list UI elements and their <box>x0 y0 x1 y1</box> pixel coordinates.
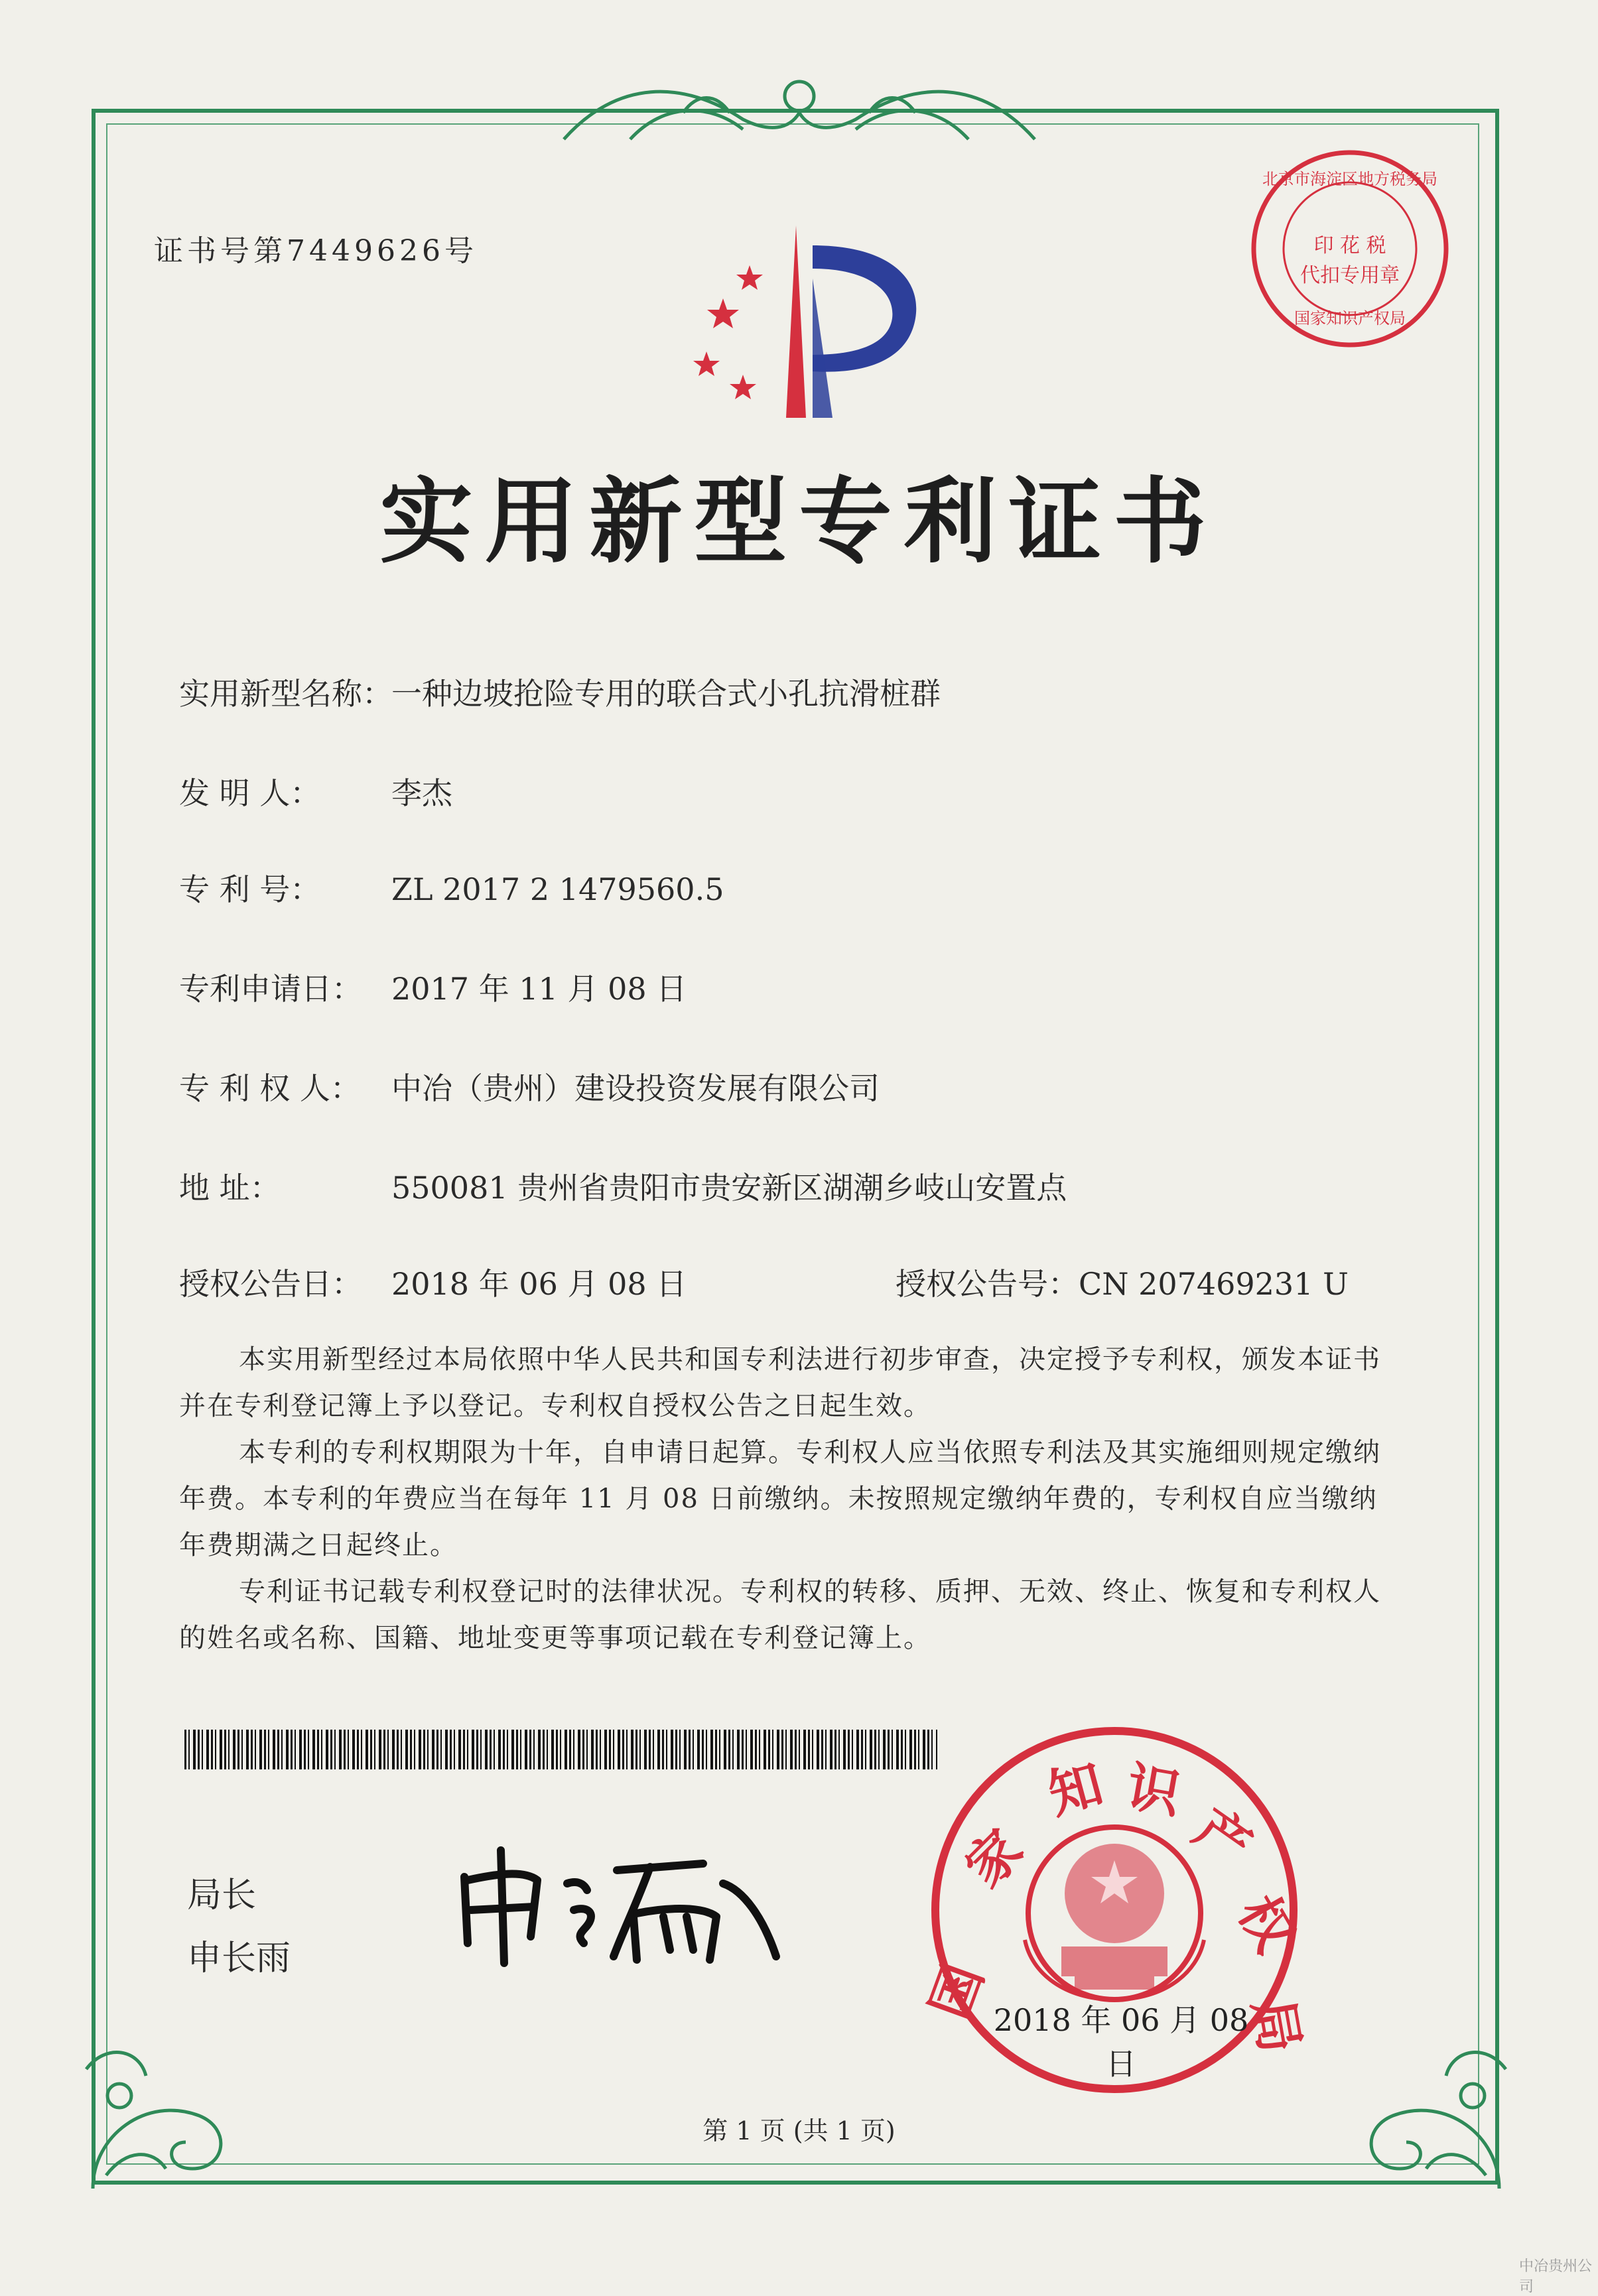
field-address <box>179 1164 1067 1208</box>
field-label: 发 明 人： <box>179 775 321 811</box>
svg-text:产: 产 <box>1183 1796 1263 1878</box>
cnipa-logo <box>670 219 929 431</box>
certificate-number: 证书号第7449626号 <box>154 234 478 268</box>
paragraph-legal-status: 专利证书记载专利权登记时的法律状况。专利权的转移、质押、无效、终止、恢复和专利权人的姓名或名称、国籍、地址变更等事项记载在专利登记簿上。 <box>179 1576 1381 1653</box>
svg-text:权: 权 <box>1226 1885 1307 1962</box>
svg-text:识: 识 <box>1122 1755 1185 1826</box>
field-value: 2017 年 11 月 08 日 <box>391 971 687 1007</box>
field-value: 2018 年 06 月 08 日 <box>391 1266 687 1302</box>
field-value: CN 207469231 U <box>1079 1266 1349 1302</box>
tax-stamp-outer-text: 北京市海淀区地方税务局 <box>1262 170 1437 188</box>
seal-date: 2018 年 06 月 08 日 <box>993 2002 1249 2082</box>
paragraph-term: 本专利的专利权期限为十年，自申请日起算。专利权人应当依照专利法及其实施细则规定缴纳年费。本专利的年费应当在每年 11 月 08 日前缴纳。未按照规定缴纳年费的，专利权自应当缴纳年费期满之日起终止。 <box>179 1437 1381 1561</box>
field-grant-date <box>179 1260 687 1304</box>
certificate-title: 实用新型专利证书 <box>379 468 1219 576</box>
field-label: 授权公告日： <box>179 1266 362 1302</box>
tax-stamp <box>1247 146 1453 351</box>
tax-stamp-line1: 印 花 税 <box>1313 234 1386 257</box>
field-utility-model-name <box>179 670 941 714</box>
field-label: 地 址： <box>179 1170 281 1206</box>
watermark: 中冶贵州公司 <box>1519 2258 1593 2295</box>
field-value: 中冶（贵州）建设投资发展有限公司 <box>391 1070 880 1106</box>
svg-text:知: 知 <box>1041 1752 1110 1826</box>
tax-stamp-line2: 代扣专用章 <box>1300 264 1400 287</box>
director-title: 局长 <box>187 1876 257 1915</box>
field-value: 一种边坡抢险专用的联合式小孔抗滑桩群 <box>391 676 941 712</box>
field-label: 专 利 权 人： <box>179 1070 361 1106</box>
barcode <box>184 1730 937 1769</box>
svg-text:局: 局 <box>1241 1994 1312 2058</box>
field-value: ZL 2017 2 1479560.5 <box>391 871 724 907</box>
field-announcement-number <box>896 1260 1349 1304</box>
svg-text:国: 国 <box>918 1956 996 2027</box>
page-number: 第 1 页 (共 1 页) <box>702 2116 896 2145</box>
field-value: 550081 贵州省贵阳市贵安新区湖潮乡岐山安置点 <box>391 1170 1067 1206</box>
paragraph-grant: 本实用新型经过本局依照中华人民共和国专利法进行初步审查，决定授予专利权，颁发本证书并在专利登记簿上予以登记。专利权自授权公告之日起生效。 <box>179 1344 1381 1421</box>
svg-text:家: 家 <box>953 1817 1035 1899</box>
field-label: 实用新型名称： <box>179 676 393 712</box>
top-ornament <box>551 66 1048 153</box>
field-label: 专 利 号： <box>179 871 321 907</box>
field-value: 李杰 <box>391 775 452 811</box>
field-patent-number <box>179 865 724 909</box>
director-name: 申长雨 <box>187 1939 291 1978</box>
field-label: 授权公告号： <box>896 1266 1079 1302</box>
field-inventor <box>179 769 452 813</box>
field-patentee <box>179 1064 880 1108</box>
director-signature <box>451 1844 796 1970</box>
field-application-date <box>179 965 687 1009</box>
tax-stamp-bottom-text: 国家知识产权局 <box>1294 309 1406 328</box>
field-label: 专利申请日： <box>179 971 362 1007</box>
